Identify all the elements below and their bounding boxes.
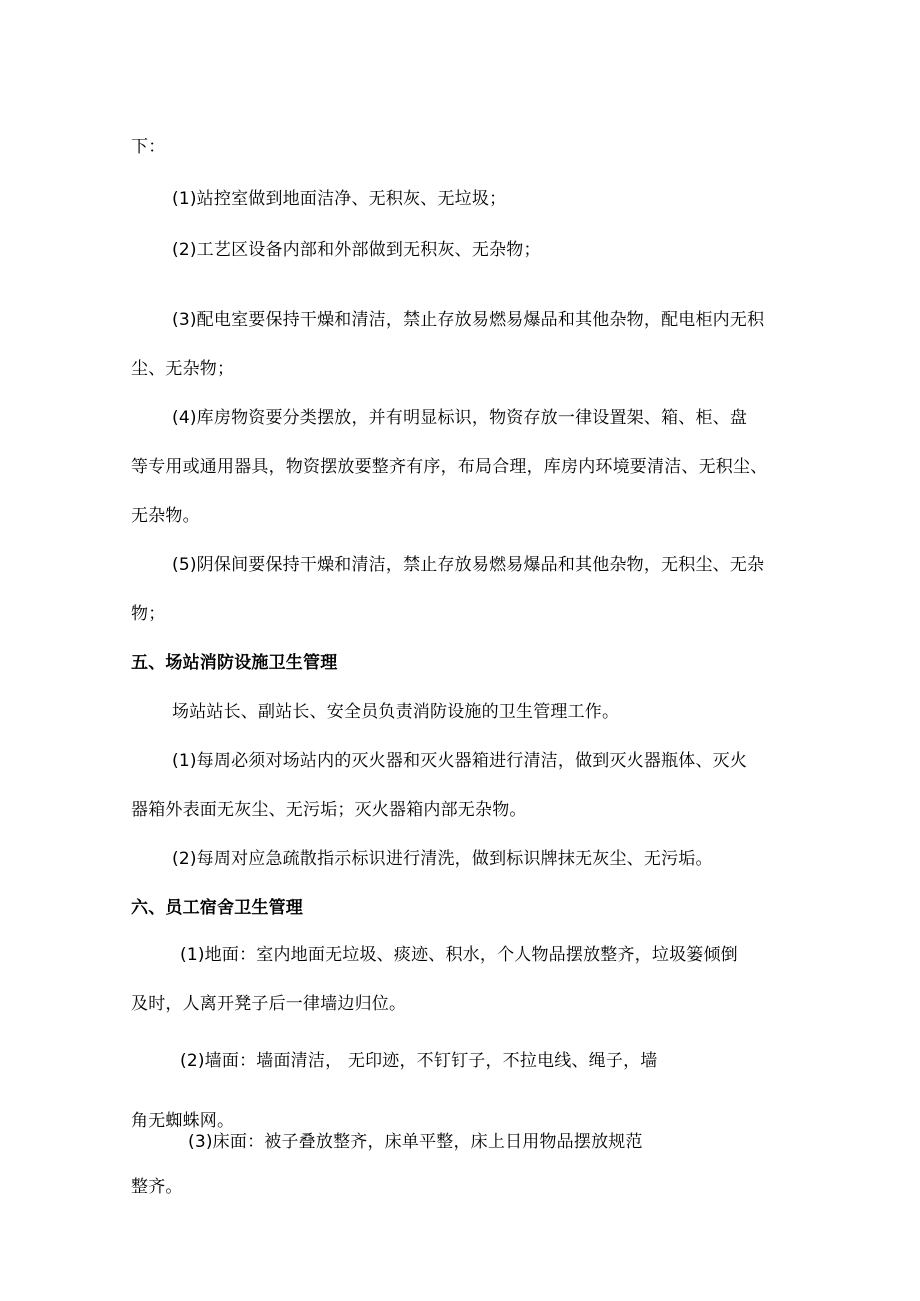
- text-line-section-5-item-2: (2)每周对应急疏散指示标识进行清洗，做到标识牌抹无灰尘、无污垢。: [172, 849, 713, 869]
- text-line-item-3: (3)配电室要保持干燥和清洁，禁止存放易燃易爆品和其他杂物，配电柜内无积: [172, 310, 765, 330]
- text-line-section-5-intro: 场站站长、副站长、安全员负责消防设施的卫生管理工作。: [172, 702, 620, 722]
- text-line-item-3-cont: 尘、无杂物；: [131, 359, 235, 379]
- section-heading-5: 五、场站消防设施卫生管理: [131, 653, 338, 673]
- text-line-item-4-cont-2: 无杂物。: [131, 506, 200, 526]
- text-line-section-5-item-1-cont: 器箱外表面无灰尘、无污垢；灭火器箱内部无杂物。: [131, 800, 527, 820]
- text-line-item-1: (1)站控室做到地面洁净、无积灰、无垃圾；: [172, 189, 507, 209]
- text-line-section-6-item-3: (3)床面：被子叠放整齐，床单平整，床上日用物品摆放规范: [188, 1132, 643, 1152]
- text-line-item-5-cont: 物；: [131, 604, 166, 624]
- text-line-item-2: (2)工艺区设备内部和外部做到无积灰、无杂物；: [172, 240, 541, 260]
- text-line-section-6-item-1-cont: 及时，人离开凳子后一律墙边归位。: [131, 994, 407, 1014]
- text-line-section-6-item-2: (2)墙面：墙面清洁， 无印迹，不钉钉子，不拉电线、绳子，墙: [180, 1051, 658, 1071]
- text-line-item-4: (4)库房物资要分类摆放，并有明显标识，物资存放一律设置架、箱、柜、盘: [172, 408, 748, 428]
- text-line-section-6-item-3-cont: 整齐。: [131, 1177, 183, 1197]
- text-line-section-5-item-1: (1)每周必须对场站内的灭火器和灭火器箱进行清洁，做到灭火器瓶体、灭火: [172, 751, 748, 771]
- text-line-section-6-item-2-cont: 角无蜘蛛网。: [131, 1111, 235, 1131]
- text-line-intro-tail: 下：: [131, 137, 166, 157]
- section-heading-6: 六、员工宿舍卫生管理: [131, 898, 303, 918]
- text-line-item-4-cont-1: 等专用或通用器具，物资摆放要整齐有序，布局合理，库房内环境要清洁、无积尘、: [131, 457, 768, 477]
- text-line-item-5: (5)阴保间要保持干燥和清洁，禁止存放易燃易爆品和其他杂物，无积尘、无杂: [172, 555, 765, 575]
- text-line-section-6-item-1: (1)地面：室内地面无垃圾、痰迹、积水，个人物品摆放整齐，垃圾篓倾倒: [180, 945, 738, 965]
